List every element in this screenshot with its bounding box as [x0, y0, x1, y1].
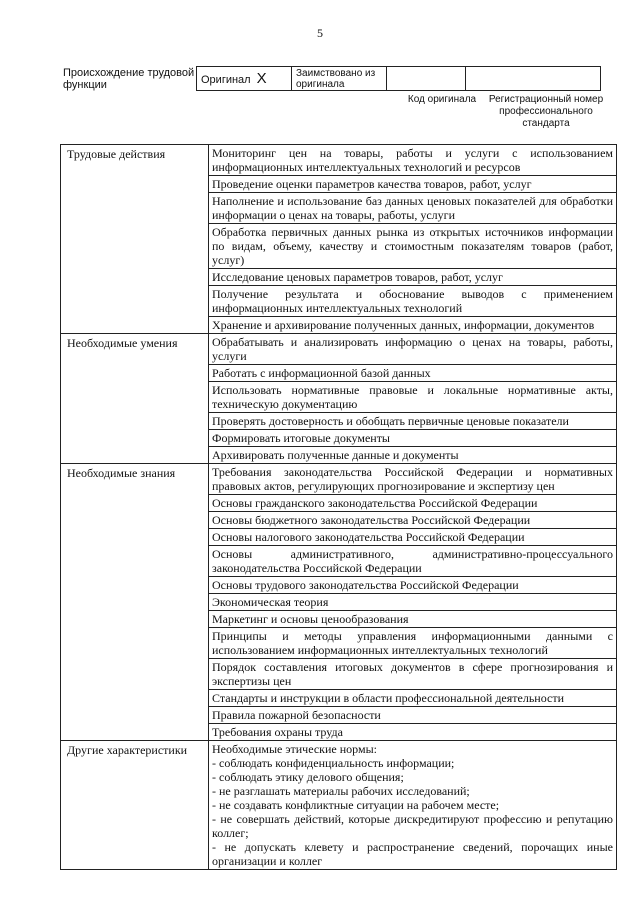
section-label: Трудовые действия [61, 145, 209, 334]
original-cell [197, 67, 292, 91]
section-item: Экономическая теория [209, 594, 617, 611]
section-item: Основы трудового законодательства Российской Федерации [209, 577, 617, 594]
section-item: Обработка первичных данных рынка из открытых источников информации по видам, объему, качеству и стоимостным показателям товаров (работ, услуг) [209, 224, 617, 269]
reg-number-cell [466, 67, 601, 91]
code-label: Код оригинала [407, 94, 477, 105]
original-label: Оригинал [201, 74, 251, 86]
section-item: Получение результата и обоснование выводов с применением информационных интеллектуальных технологий [209, 286, 617, 317]
table-row [61, 741, 617, 870]
section-item: Требования законодательства Российской Федерации и нормативных правовых актов, регулирующих прогнозирование и экспертизу цен [209, 464, 617, 495]
section-label: Необходимые умения [61, 334, 209, 464]
ethics-line: Необходимые этические нормы: [212, 742, 377, 756]
section-item: Обрабатывать и анализировать информацию о ценах на товары, работы, услуги [209, 334, 617, 365]
ethics-line: - не создавать конфликтные ситуации на рабочем месте; [212, 798, 500, 812]
section-item: Формировать итоговые документы [209, 430, 617, 447]
borrowed-cell: Заимствовано из оригинала [292, 67, 387, 91]
function-table [60, 144, 617, 870]
ethics-line: - соблюдать конфиденциальность информации; [212, 756, 455, 770]
section-item: Проведение оценки параметров качества товаров, работ, услуг [209, 176, 617, 193]
code-cell [387, 67, 466, 91]
reg-number-label: Регистрационный номер профессионального стандарта [488, 94, 604, 129]
ethics-line: - не совершать действий, которые дискредитируют профессию и репутацию коллег; [212, 812, 613, 840]
section-item: Стандарты и инструкции в области профессиональной деятельности [209, 690, 617, 707]
section-item: Порядок составления итоговых документов в сфере прогнозирования и экспертизы цен [209, 659, 617, 690]
section-item [209, 741, 617, 870]
origin-label: Происхождение трудовой функции [63, 67, 195, 91]
section-label: Другие характеристики [61, 741, 209, 870]
origin-table [196, 66, 601, 91]
section-item: Основы административного, административно-процессуального законодательства Российской Федерации [209, 546, 617, 577]
ethics-line: - не допускать клевету и распространение сведений, порочащих иные организации и коллег [212, 840, 613, 868]
original-mark: X [256, 70, 267, 87]
section-item: Проверять достоверность и обобщать первичные ценовые показатели [209, 413, 617, 430]
section-item: Основы гражданского законодательства Российской Федерации [209, 495, 617, 512]
ethics-line: - соблюдать этику делового общения; [212, 770, 404, 784]
page-number: 5 [317, 26, 323, 40]
section-item: Мониторинг цен на товары, работы и услуги с использованием информационных интеллектуальных технологий и ресурсов [209, 145, 617, 176]
section-item: Основы налогового законодательства Российской Федерации [209, 529, 617, 546]
section-item: Правила пожарной безопасности [209, 707, 617, 724]
section-item: Наполнение и использование баз данных ценовых показателей для обработки информации о ценах на товары, работы, услуги [209, 193, 617, 224]
table-row [61, 464, 617, 495]
section-item: Исследование ценовых параметров товаров, работ, услуг [209, 269, 617, 286]
section-item: Требования охраны труда [209, 724, 617, 741]
section-item: Принципы и методы управления информационными данными с использованием информационных интеллектуальных технологий [209, 628, 617, 659]
section-item: Маркетинг и основы ценообразования [209, 611, 617, 628]
section-item: Архивировать полученные данные и документы [209, 447, 617, 464]
section-label: Необходимые знания [61, 464, 209, 741]
section-item: Хранение и архивирование полученных данных, информации, документов [209, 317, 617, 334]
ethics-line: - не разглашать материалы рабочих исследований; [212, 784, 470, 798]
section-item: Работать с информационной базой данных [209, 365, 617, 382]
table-row [61, 334, 617, 365]
table-row [61, 145, 617, 176]
section-item: Основы бюджетного законодательства Российской Федерации [209, 512, 617, 529]
section-item: Использовать нормативные правовые и локальные нормативные акты, техническую документацию [209, 382, 617, 413]
